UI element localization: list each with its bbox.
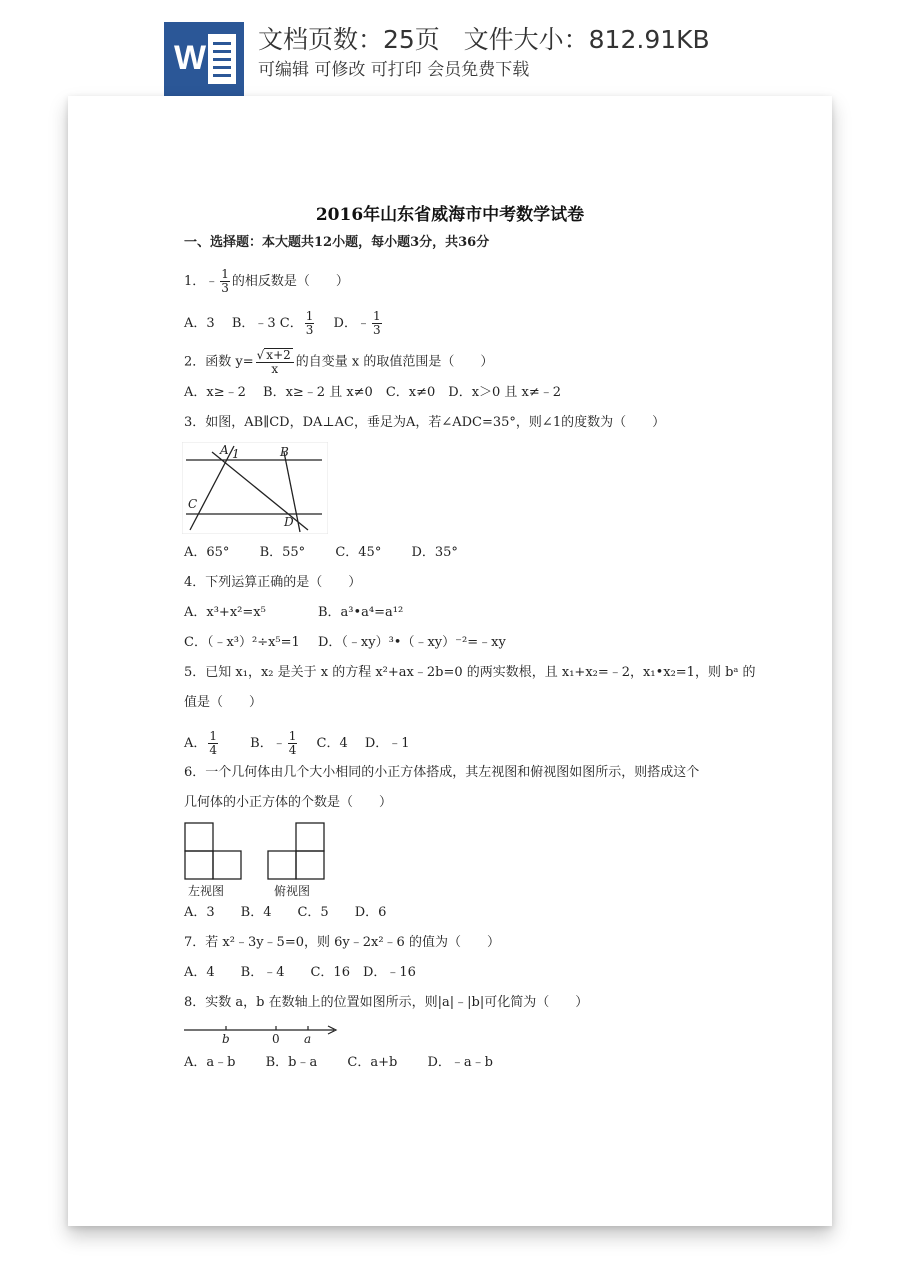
q3-geometry-figure <box>182 442 328 534</box>
label-D: D <box>284 515 294 529</box>
exam-title: 2016年山东省威海市中考数学试卷 <box>315 205 585 225</box>
question-2: 2．函数 y= $\frac{√ x+2}{x}$ 的自变量 x 的取值范围是（ ） <box>184 348 494 376</box>
q8-number-line <box>182 1020 342 1046</box>
question-3: 3．如图，AB∥CD，DA⊥AC，垂足为A，若∠ADC=35°，则∠1的度数为（ ） <box>184 415 666 430</box>
question-7-options: A．4 B．﹣4 C．16 D．﹣16 <box>184 965 416 980</box>
axis-label-0: 0 <box>272 1032 280 1046</box>
question-8: 8．实数 a，b 在数轴上的位置如图所示，则|a|﹣|b|可化简为（ ） <box>184 995 589 1010</box>
fraction: $\frac{1}{3}$ <box>221 267 229 295</box>
question-4: 4．下列运算正确的是（ ） <box>184 575 362 590</box>
question-6-cont: 几何体的小正方体的个数是（ ） <box>184 795 393 810</box>
word-icon-letter: W <box>173 39 207 77</box>
top-view-caption: 俯视图 <box>274 884 311 898</box>
document-page <box>68 96 832 1226</box>
label-C: C <box>188 497 198 511</box>
axis-label-b: b <box>222 1032 230 1046</box>
label-A: A <box>220 443 229 457</box>
question-1-options: A．3 B．﹣3 C． $\frac{1}{3}$ D．﹣ $\frac{1}{3}$ <box>184 309 381 337</box>
label-B: B <box>280 445 289 459</box>
axis-label-a: a <box>304 1032 312 1046</box>
label-1: 1 <box>232 447 240 461</box>
question-5: 5．已知 x₁，x₂ 是关于 x 的方程 x²+ax﹣2b=0 的两实数根，且 x₁+x₂=﹣2，x₁•x₂=1，则 bᵃ 的 <box>184 665 756 680</box>
file-info-title: 文档页数：25页 文件大小：812.91KB <box>258 25 710 54</box>
word-document-icon <box>164 22 244 96</box>
question-7: 7．若 x²﹣3y﹣5=0，则 6y﹣2x²﹣6 的值为（ ） <box>184 935 500 950</box>
section-heading: 一、选择题：本大题共12小题，每小题3分，共36分 <box>184 235 490 250</box>
question-6-options: A．3 B．4 C．5 D．6 <box>184 905 387 920</box>
question-1: 1．﹣ $\frac{1}{3}$ 的相反数是（ ） <box>184 267 349 295</box>
q6-views-figure <box>182 820 328 880</box>
left-view-caption: 左视图 <box>188 884 225 898</box>
question-5-options: A． $\frac{1}{4}$ B．﹣ $\frac{1}{4}$ C．4 D．﹣1 <box>184 729 410 757</box>
question-6: 6．一个几何体由几个大小相同的小正方体搭成，其左视图和俯视图如图所示，则搭成这个 <box>184 765 700 780</box>
question-2-options: A．x≥﹣2 B．x≥﹣2 且 x≠0 C．x≠0 D．x＞0 且 x≠﹣2 <box>184 385 562 400</box>
fraction: $\frac{√ x+2}{x}$ <box>256 348 294 376</box>
download-header <box>0 0 900 96</box>
question-5-cont: 值是（ ） <box>184 695 263 710</box>
question-3-options: A．65° B．55° C．45° D．35° <box>184 545 458 560</box>
question-4-options-ab: A．x³+x²=x⁵ B．a³•a⁴=a¹² <box>184 605 404 620</box>
question-4-options-cd: C．（﹣x³）²÷x⁵=1 D．（﹣xy）³•（﹣xy）⁻²=﹣xy <box>184 635 506 650</box>
file-info-subtitle: 可编辑 可修改 可打印 会员免费下载 <box>258 60 530 80</box>
question-8-options: A．a﹣b B．b﹣a C．a+b D．﹣a﹣b <box>184 1055 493 1070</box>
